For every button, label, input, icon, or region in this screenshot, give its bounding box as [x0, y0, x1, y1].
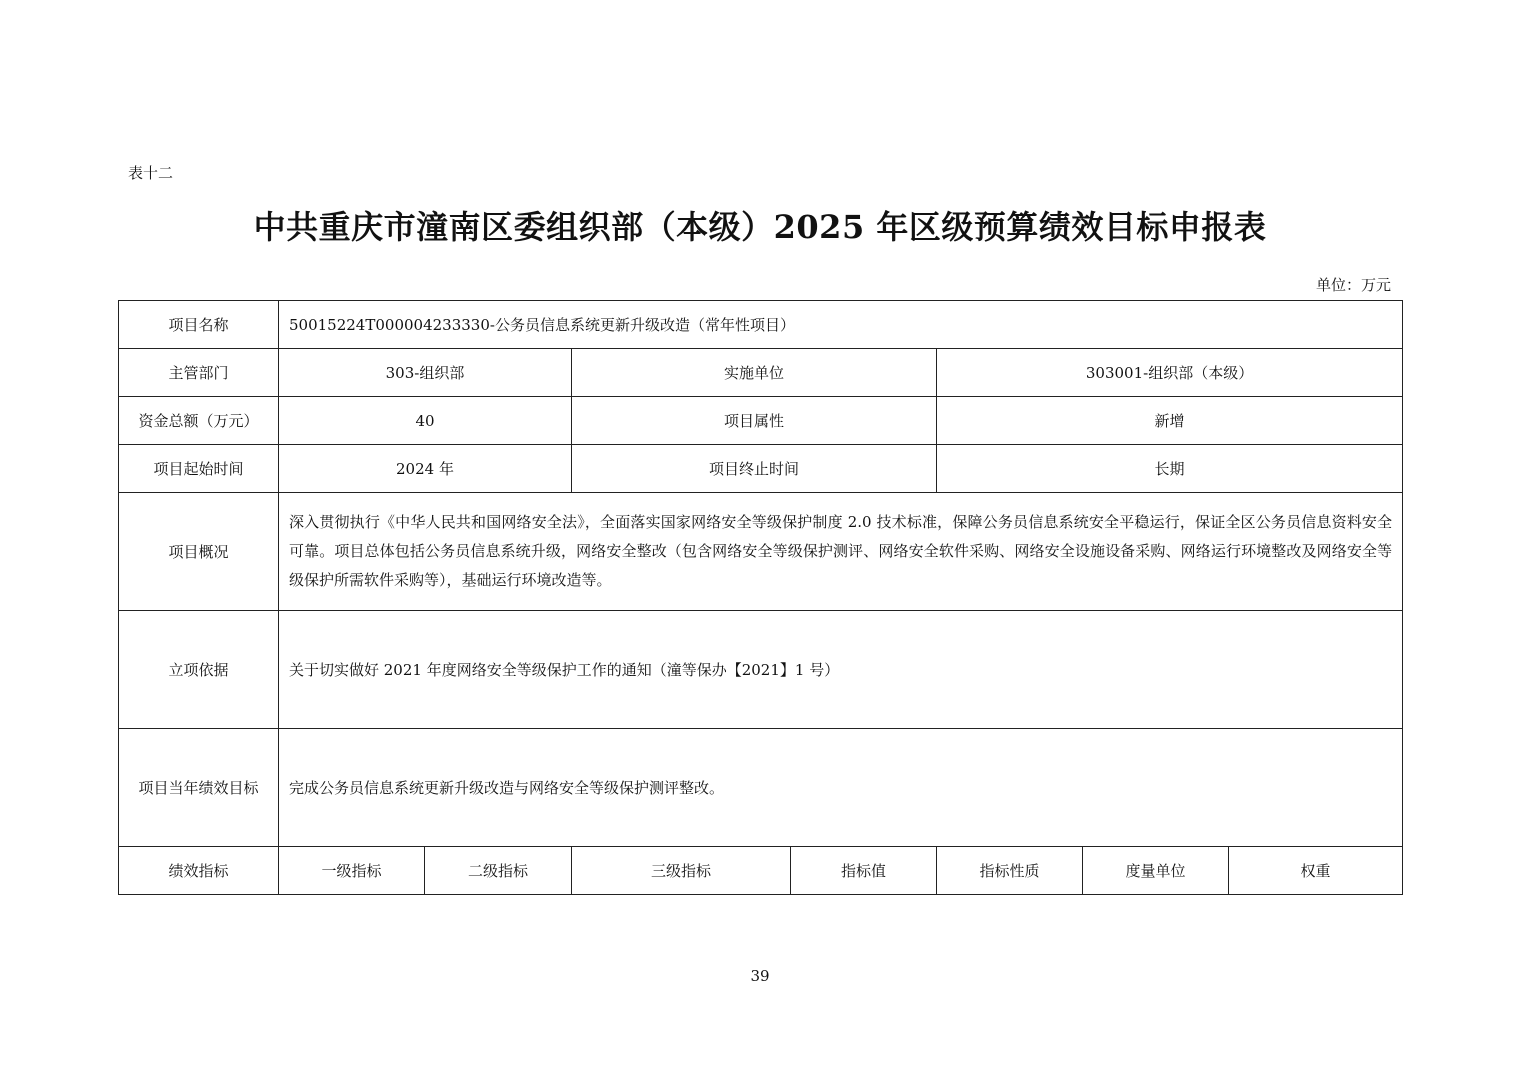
end-time-label: 项目终止时间	[572, 445, 937, 493]
project-attribute-value: 新增	[937, 397, 1403, 445]
project-name-label: 项目名称	[119, 301, 279, 349]
annual-goal-value: 完成公务员信息系统更新升级改造与网络安全等级保护测评整改。	[279, 729, 1403, 847]
budget-performance-table	[118, 300, 1403, 895]
unit-note: 单位：万元	[1315, 276, 1391, 294]
implementing-unit-label: 实施单位	[572, 349, 937, 397]
row-indicator-header	[119, 847, 1403, 895]
row-overview	[119, 493, 1403, 611]
basis-value: 关于切实做好 2021 年度网络安全等级保护工作的通知（潼等保办【2021】1 号）	[279, 611, 1403, 729]
indicator-column-header: 指标性质	[937, 847, 1083, 895]
funding-label: 资金总额（万元）	[119, 397, 279, 445]
implementing-unit-value: 303001-组织部（本级）	[937, 349, 1403, 397]
overview-value: 深入贯彻执行《中华人民共和国网络安全法》，全面落实国家网络安全等级保护制度 2.0 技术标准，保障公务员信息系统安全平稳运行，保证全区公务员信息资料安全可靠。项目总体包括公务员信息系统升级，网络安全整改（包含网络安全等级保护测评、网络安全软件采购、网络安全设施设备采购、网络运行环境整改及网络安全等级保护所需软件采购等），基础运行环境改造等。	[279, 493, 1403, 611]
document-title: 中共重庆市潼南区委组织部（本级）2025 年区级预算绩效目标申报表	[253, 208, 1267, 246]
overview-label: 项目概况	[119, 493, 279, 611]
row-basis	[119, 611, 1403, 729]
page-number: 39	[750, 967, 770, 985]
row-project-name	[119, 301, 1403, 349]
basis-label: 立项依据	[119, 611, 279, 729]
project-attribute-label: 项目属性	[572, 397, 937, 445]
funding-value: 40	[279, 397, 572, 445]
start-time-label: 项目起始时间	[119, 445, 279, 493]
indicator-column-header: 三级指标	[572, 847, 791, 895]
indicator-column-header: 一级指标	[279, 847, 425, 895]
indicator-column-header: 权重	[1229, 847, 1403, 895]
row-department	[119, 349, 1403, 397]
indicator-column-header: 指标值	[791, 847, 937, 895]
table-number-label: 表十二	[128, 164, 174, 182]
annual-goal-label: 项目当年绩效目标	[119, 729, 279, 847]
indicator-column-header: 度量单位	[1083, 847, 1229, 895]
indicator-column-header: 二级指标	[425, 847, 572, 895]
end-time-value: 长期	[937, 445, 1403, 493]
row-annual-goal	[119, 729, 1403, 847]
row-period	[119, 445, 1403, 493]
department-label: 主管部门	[119, 349, 279, 397]
project-name-value: 50015224T000004233330-公务员信息系统更新升级改造（常年性项目）	[279, 301, 1403, 349]
start-time-value: 2024 年	[279, 445, 572, 493]
indicator-label: 绩效指标	[119, 847, 279, 895]
department-value: 303-组织部	[279, 349, 572, 397]
row-funding	[119, 397, 1403, 445]
